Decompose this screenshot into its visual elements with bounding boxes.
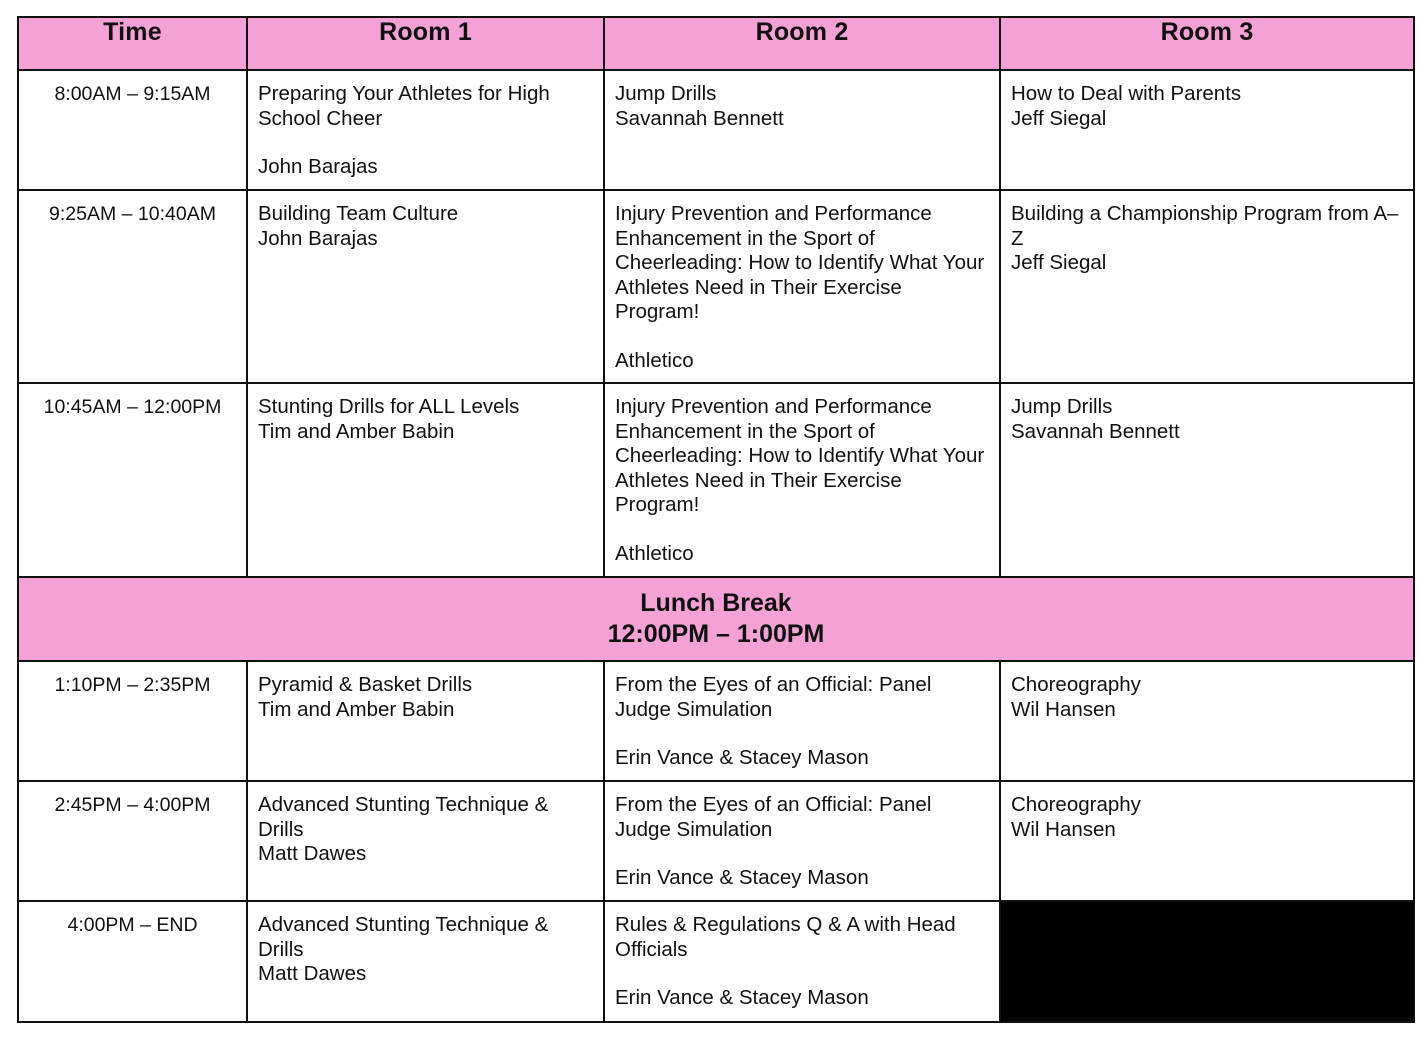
session-speaker: Tim and Amber Babin [258, 697, 455, 721]
session-title: Jump Drills [1011, 395, 1113, 418]
session-cell [604, 383, 1000, 577]
session-speaker: Tim and Amber Babin [258, 419, 455, 443]
header-room-3: Room 3 [1000, 17, 1414, 70]
session-title: From the Eyes of an Official: Panel Judge Simulation [615, 673, 932, 721]
schedule-table [17, 16, 1415, 1023]
table-row [18, 70, 1414, 190]
session-title: Jump Drills [615, 82, 717, 105]
session-cell [247, 661, 604, 781]
session-cell [604, 661, 1000, 781]
session-cell [247, 70, 604, 190]
session-speaker: John Barajas [258, 226, 378, 250]
redacted-cell [1000, 901, 1414, 1022]
session-title: Advanced Stunting Technique & Drills [258, 793, 549, 841]
session-cell [1000, 190, 1414, 383]
session-title: Pyramid & Basket Drills [258, 673, 473, 696]
session-speaker: Jeff Siegal [1011, 251, 1107, 274]
session-speaker: Athletico [615, 348, 694, 372]
time-slot: 8:00AM – 9:15AM [18, 70, 247, 190]
session-cell [604, 901, 1000, 1022]
lunch-break-title: Lunch Break [640, 589, 792, 617]
header-row [18, 17, 1414, 70]
session-title: Injury Prevention and Performance Enhancement in the Sport of Cheerleading: How to Identify What Your Athletes Need in Their Exercise Program! [615, 202, 985, 323]
session-title: Choreography [1011, 673, 1141, 696]
header-room-1: Room 1 [247, 17, 604, 70]
table-row [18, 383, 1414, 577]
header-time: Time [18, 17, 247, 70]
session-cell [604, 781, 1000, 901]
session-speaker: Erin Vance & Stacey Mason [615, 866, 869, 889]
session-title: Injury Prevention and Performance Enhancement in the Sport of Cheerleading: How to Identify What Your Athletes Need in Their Exercise Program! [615, 395, 985, 516]
time-slot: 10:45AM – 12:00PM [18, 383, 247, 577]
session-speaker: Matt Dawes [258, 842, 367, 865]
time-slot: 1:10PM – 2:35PM [18, 661, 247, 781]
time-slot: 4:00PM – END [18, 901, 247, 1022]
session-title: From the Eyes of an Official: Panel Judge Simulation [615, 793, 932, 841]
session-cell [604, 190, 1000, 383]
session-cell [247, 383, 604, 577]
session-speaker: Wil Hansen [1011, 697, 1116, 721]
session-title: Building Team Culture [258, 202, 459, 225]
session-speaker: Savannah Bennett [615, 106, 784, 130]
session-cell [1000, 70, 1414, 190]
session-speaker: Savannah Bennett [1011, 419, 1180, 443]
table-row [18, 901, 1414, 1022]
session-cell [247, 901, 604, 1022]
session-speaker: John Barajas [258, 155, 378, 178]
table-row [18, 190, 1414, 383]
time-slot: 9:25AM – 10:40AM [18, 190, 247, 383]
session-title: Building a Championship Program from A–Z [1011, 202, 1399, 250]
session-title: Stunting Drills for ALL Levels [258, 395, 520, 418]
time-slot: 2:45PM – 4:00PM [18, 781, 247, 901]
session-speaker: Athletico [615, 541, 694, 565]
session-title: Rules & Regulations Q & A with Head Officials [615, 913, 956, 961]
session-speaker: Erin Vance & Stacey Mason [615, 746, 869, 769]
session-speaker: Jeff Siegal [1011, 106, 1107, 130]
session-title: How to Deal with Parents [1011, 82, 1242, 105]
session-cell [1000, 383, 1414, 577]
header-room-2: Room 2 [604, 17, 1000, 70]
session-cell [604, 70, 1000, 190]
session-title: Preparing Your Athletes for High School Cheer [258, 82, 550, 130]
lunch-break-banner [18, 577, 1414, 661]
session-cell [1000, 781, 1414, 901]
session-cell [247, 781, 604, 901]
session-title: Choreography [1011, 793, 1141, 816]
session-title: Advanced Stunting Technique & Drills [258, 913, 549, 961]
lunch-break-row [18, 577, 1414, 661]
session-cell [247, 190, 604, 383]
lunch-break-time: 12:00PM – 1:00PM [607, 620, 825, 648]
session-cell [1000, 661, 1414, 781]
session-speaker: Matt Dawes [258, 962, 367, 985]
session-speaker: Wil Hansen [1011, 817, 1116, 841]
table-row [18, 661, 1414, 781]
session-speaker: Erin Vance & Stacey Mason [615, 986, 869, 1009]
table-row [18, 781, 1414, 901]
